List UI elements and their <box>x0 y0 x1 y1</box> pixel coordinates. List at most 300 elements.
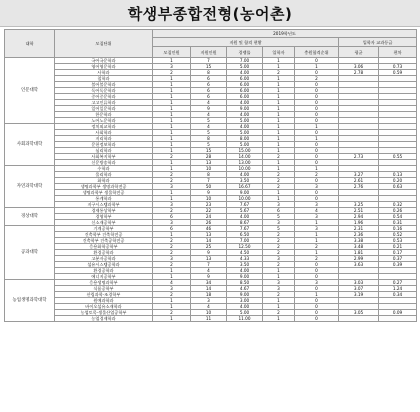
ratio-cell: 11.00 <box>227 316 263 322</box>
enrolled-cell: 6 <box>263 208 295 214</box>
waitlist-cell: 1 <box>295 232 339 238</box>
quota-cell: 1 <box>153 166 191 172</box>
average-cell: 3.27 <box>339 172 379 178</box>
deviation-cell: 0.52 <box>379 232 417 238</box>
waitlist-cell: 0 <box>295 196 339 202</box>
quota-cell: 2 <box>153 292 191 298</box>
unit-cell: 환경공학과 <box>55 250 153 256</box>
applicants-cell: 13 <box>191 160 227 166</box>
quota-cell: 6 <box>153 214 191 220</box>
enrolled-cell: 1 <box>263 166 295 172</box>
deviation-cell <box>379 316 417 322</box>
ratio-cell: 14.00 <box>227 154 263 160</box>
quota-cell: 1 <box>153 148 191 154</box>
applicants-cell: 4 <box>191 112 227 118</box>
ratio-cell: 6.00 <box>227 76 263 82</box>
dept-cell: 공과대학 <box>5 226 55 280</box>
unit-cell: 생명과학부 생명과학전공 <box>55 184 153 190</box>
unit-cell: 통계학과 <box>55 196 153 202</box>
ratio-cell: 10.00 <box>227 166 263 172</box>
applicants-cell: 14 <box>191 286 227 292</box>
admission-table-wrap <box>4 29 416 322</box>
ratio-cell: 4.50 <box>227 250 263 256</box>
ratio-cell: 13.00 <box>227 160 263 166</box>
enrolled-cell: 1 <box>263 142 295 148</box>
table-header <box>5 30 417 58</box>
unit-cell: 정치외교학과 <box>55 124 153 130</box>
enrolled-cell: 1 <box>263 268 295 274</box>
deviation-cell: 0.17 <box>379 250 417 256</box>
unit-cell: 지리학과 <box>55 136 153 142</box>
quota-cell: 3 <box>153 286 191 292</box>
quota-cell: 4 <box>153 280 191 286</box>
unit-cell: 섬유시스템공학과 <box>55 262 153 268</box>
quota-cell: 1 <box>153 58 191 64</box>
quota-cell: 1 <box>153 118 191 124</box>
quota-cell: 1 <box>153 76 191 82</box>
ratio-cell: 7.00 <box>227 238 263 244</box>
quota-cell: 2 <box>153 70 191 76</box>
enrolled-cell: 2 <box>263 154 295 160</box>
unit-cell: 고고인류학과 <box>55 100 153 106</box>
unit-cell: 신소재공학부 <box>55 220 153 226</box>
applicants-cell: 4 <box>191 304 227 310</box>
quota-cell: 1 <box>153 136 191 142</box>
average-cell: 2.61 <box>339 178 379 184</box>
waitlist-cell: 3 <box>295 184 339 190</box>
enrolled-cell: 1 <box>263 304 295 310</box>
unit-cell: 철학과 <box>55 76 153 82</box>
waitlist-cell: 1 <box>295 238 339 244</box>
average-cell: 2.73 <box>339 154 379 160</box>
deviation-cell: 0.13 <box>379 172 417 178</box>
average-cell: 2.36 <box>339 232 379 238</box>
header-col-average: 평균 <box>339 47 379 58</box>
ratio-cell: 4.00 <box>227 214 263 220</box>
quota-cell: 1 <box>153 112 191 118</box>
quota-cell: 1 <box>153 106 191 112</box>
quota-cell: 1 <box>153 268 191 274</box>
enrolled-cell: 3 <box>263 256 295 262</box>
deviation-cell: 0.09 <box>379 310 417 316</box>
unit-cell: 기계공학부 <box>55 226 153 232</box>
quota-cell: 6 <box>153 226 191 232</box>
unit-cell: 불어불문학과 <box>55 82 153 88</box>
applicants-cell: 9 <box>191 106 227 112</box>
waitlist-cell: 0 <box>295 94 339 100</box>
quota-cell: 1 <box>153 274 191 280</box>
enrolled-cell: 2 <box>263 310 295 316</box>
deviation-cell: 0.16 <box>379 226 417 232</box>
waitlist-cell: 0 <box>295 118 339 124</box>
average-cell: 3.06 <box>339 64 379 70</box>
deviation-cell: 0.55 <box>379 154 417 160</box>
applicants-cell: 5 <box>191 118 227 124</box>
enrolled-cell: 1 <box>263 118 295 124</box>
dept-cell: 사회과학대학 <box>5 124 55 166</box>
enrolled-cell: 1 <box>263 190 295 196</box>
waitlist-cell: 2 <box>295 172 339 178</box>
unit-cell: 고분자공학과 <box>55 256 153 262</box>
deviation-cell: 0.53 <box>379 238 417 244</box>
unit-cell: 사회복지학부 <box>55 154 153 160</box>
applicants-cell: 4 <box>191 100 227 106</box>
enrolled-cell: 3 <box>263 286 295 292</box>
average-cell: 2.76 <box>339 184 379 190</box>
quota-cell: 1 <box>153 190 191 196</box>
average-cell: 3.05 <box>339 310 379 316</box>
enrolled-cell: 2 <box>263 250 295 256</box>
applicants-cell: 6 <box>191 88 227 94</box>
quota-cell: 2 <box>153 250 191 256</box>
waitlist-cell: 2 <box>295 256 339 262</box>
average-cell: 3.63 <box>339 262 379 268</box>
deviation-cell: 0.63 <box>379 184 417 190</box>
deviation-cell: 0.37 <box>379 256 417 262</box>
unit-cell: 건축학부 건축공학전공 <box>55 238 153 244</box>
enrolled-cell: 1 <box>263 274 295 280</box>
header-col-deviation: 편차 <box>379 47 417 58</box>
quota-cell: 1 <box>153 298 191 304</box>
ratio-cell: 9.00 <box>227 190 263 196</box>
enrolled-cell: 1 <box>263 82 295 88</box>
quota-cell: 3 <box>153 202 191 208</box>
unit-cell: 국어국문학과 <box>55 58 153 64</box>
dept-cell: 경상대학 <box>5 208 55 226</box>
enrolled-cell: 2 <box>263 184 295 190</box>
quota-cell: 1 <box>153 130 191 136</box>
header-col-waitlist: 충원합격순위 <box>295 47 339 58</box>
quota-cell: 2 <box>153 262 191 268</box>
ratio-cell: 4.00 <box>227 124 263 130</box>
applicants-cell: 8 <box>191 70 227 76</box>
applicants-cell: 18 <box>191 292 227 298</box>
unit-cell: 생명과학부 생물학전공 <box>55 190 153 196</box>
enrolled-cell: 2 <box>263 262 295 268</box>
ratio-cell: 7.67 <box>227 226 263 232</box>
unit-cell: 신문방송학과 <box>55 160 153 166</box>
deviation-cell: 0.27 <box>379 280 417 286</box>
ratio-cell: 9.00 <box>227 106 263 112</box>
ratio-cell: 4.67 <box>227 286 263 292</box>
applicants-cell: 10 <box>191 196 227 202</box>
average-cell: 2.31 <box>339 226 379 232</box>
ratio-cell: 7.67 <box>227 202 263 208</box>
waitlist-cell: 0 <box>295 100 339 106</box>
unit-cell: 수학과 <box>55 166 153 172</box>
applicants-cell: 10 <box>191 166 227 172</box>
enrolled-cell: 2 <box>263 292 295 298</box>
ratio-cell: 8.67 <box>227 220 263 226</box>
ratio-cell: 6.50 <box>227 232 263 238</box>
applicants-cell: 9 <box>191 274 227 280</box>
enrolled-cell: 3 <box>263 202 295 208</box>
enrolled-cell: 3 <box>263 220 295 226</box>
applicants-cell: 8 <box>191 172 227 178</box>
ratio-cell: 3.50 <box>227 262 263 268</box>
enrolled-cell: 2 <box>263 232 295 238</box>
unit-cell: 심리학과 <box>55 148 153 154</box>
waitlist-cell: 3 <box>295 214 339 220</box>
unit-cell: 사회학과 <box>55 130 153 136</box>
average-cell: 3.48 <box>339 244 379 250</box>
quota-cell: 3 <box>153 220 191 226</box>
applicants-cell: 6 <box>191 76 227 82</box>
quota-cell: 2 <box>153 172 191 178</box>
ratio-cell: 4.00 <box>227 100 263 106</box>
header-group-grade: 입학자 교과등급 <box>339 38 417 47</box>
waitlist-cell: 0 <box>295 160 339 166</box>
unit-cell: 노어노문학과 <box>55 118 153 124</box>
waitlist-cell: 1 <box>295 166 339 172</box>
enrolled-cell: 1 <box>263 298 295 304</box>
enrolled-cell: 1 <box>263 76 295 82</box>
ratio-cell: 5.00 <box>227 142 263 148</box>
enrolled-cell: 1 <box>263 148 295 154</box>
unit-cell: 응용생명과학부 <box>55 280 153 286</box>
enrolled-cell: 1 <box>263 130 295 136</box>
average-cell <box>339 316 379 322</box>
waitlist-cell: 3 <box>295 280 339 286</box>
applicants-cell: 7 <box>191 262 227 268</box>
header-dept: 대학 <box>5 30 55 58</box>
ratio-cell: 5.00 <box>227 64 263 70</box>
deviation-cell: 0.20 <box>379 178 417 184</box>
page-title-bar <box>0 0 420 27</box>
ratio-cell: 4.00 <box>227 172 263 178</box>
waitlist-cell: 0 <box>295 142 339 148</box>
waitlist-cell: 3 <box>295 202 339 208</box>
ratio-cell: 4.00 <box>227 112 263 118</box>
applicants-cell: 6 <box>191 82 227 88</box>
waitlist-cell: 0 <box>295 310 339 316</box>
enrolled-cell: 1 <box>263 58 295 64</box>
unit-cell: 일어일문학과 <box>55 106 153 112</box>
waitlist-cell: 0 <box>295 106 339 112</box>
dept-cell: 인문대학 <box>5 58 55 124</box>
unit-cell: 식품공학부 <box>55 286 153 292</box>
waitlist-cell: 1 <box>295 64 339 70</box>
quota-cell: 1 <box>153 160 191 166</box>
quota-cell: 2 <box>153 238 191 244</box>
table-body <box>5 58 417 322</box>
applicants-cell: 24 <box>191 214 227 220</box>
enrolled-cell: 1 <box>263 88 295 94</box>
quota-cell: 1 <box>153 196 191 202</box>
waitlist-cell: 0 <box>295 112 339 118</box>
unit-cell: 물리학과 <box>55 172 153 178</box>
ratio-cell: 5.00 <box>227 118 263 124</box>
unit-cell: 사학과 <box>55 70 153 76</box>
waitlist-cell: 0 <box>295 190 339 196</box>
applicants-cell: 22 <box>191 208 227 214</box>
applicants-cell: 15 <box>191 64 227 70</box>
unit-cell: 응용화학공학부 <box>55 244 153 250</box>
quota-cell: 1 <box>153 100 191 106</box>
applicants-cell: 4 <box>191 268 227 274</box>
waitlist-cell: 0 <box>295 70 339 76</box>
waitlist-cell: 1 <box>295 220 339 226</box>
ratio-cell: 3.50 <box>227 178 263 184</box>
average-cell: 1.96 <box>339 220 379 226</box>
header-col-applicants: 지원인원 <box>191 47 227 58</box>
average-cell: 3.07 <box>339 286 379 292</box>
unit-cell: 농업경제학과 <box>55 316 153 322</box>
applicants-cell: 9 <box>191 250 227 256</box>
unit-cell: 지구시스템과학부 <box>55 202 153 208</box>
waitlist-cell: 0 <box>295 130 339 136</box>
enrolled-cell: 1 <box>263 160 295 166</box>
enrolled-cell: 2 <box>263 70 295 76</box>
waitlist-cell: 0 <box>295 316 339 322</box>
average-cell: 2.51 <box>339 208 379 214</box>
waitlist-cell: 1 <box>295 250 339 256</box>
applicants-cell: 11 <box>191 316 227 322</box>
header-group-support: 지원 및 합격 현황 <box>153 38 339 47</box>
average-cell: 1.81 <box>339 250 379 256</box>
applicants-cell: 46 <box>191 226 227 232</box>
enrolled-cell: 2 <box>263 244 295 250</box>
ratio-cell: 12.50 <box>227 244 263 250</box>
quota-cell: 2 <box>153 178 191 184</box>
enrolled-cell: 2 <box>263 238 295 244</box>
ratio-cell: 16.67 <box>227 184 263 190</box>
quota-cell: 2 <box>153 244 191 250</box>
average-cell: 3.25 <box>339 202 379 208</box>
applicants-cell: 34 <box>191 280 227 286</box>
waitlist-cell: 4 <box>295 208 339 214</box>
quota-cell: 3 <box>153 64 191 70</box>
ratio-cell: 6.00 <box>227 82 263 88</box>
waitlist-cell: 0 <box>295 286 339 292</box>
applicants-cell: 6 <box>191 94 227 100</box>
enrolled-cell: 5 <box>263 226 295 232</box>
enrolled-cell: 1 <box>263 124 295 130</box>
quota-cell: 1 <box>153 88 191 94</box>
enrolled-cell: 1 <box>263 94 295 100</box>
unit-cell: 독어독문학과 <box>55 88 153 94</box>
unit-cell: 한문학과 <box>55 112 153 118</box>
waitlist-cell: 0 <box>295 82 339 88</box>
ratio-cell: 8.00 <box>227 136 263 142</box>
enrolled-cell: 1 <box>263 196 295 202</box>
enrolled-cell: 2 <box>263 178 295 184</box>
applicants-cell: 7 <box>191 58 227 64</box>
enrolled-cell: 1 <box>263 136 295 142</box>
applicants-cell: 4 <box>191 124 227 130</box>
ratio-cell: 10.00 <box>227 196 263 202</box>
waitlist-cell: 1 <box>295 292 339 298</box>
average-cell: 3.19 <box>339 292 379 298</box>
waitlist-cell: 0 <box>295 178 339 184</box>
enrolled-cell: 2 <box>263 172 295 178</box>
ratio-cell: 5.00 <box>227 130 263 136</box>
unit-cell: 에너지공학부 <box>55 274 153 280</box>
quota-cell: 1 <box>153 142 191 148</box>
applicants-cell: 10 <box>191 310 227 316</box>
average-cell: 2.78 <box>339 70 379 76</box>
waitlist-cell: 2 <box>295 244 339 250</box>
waitlist-cell: 0 <box>295 262 339 268</box>
applicants-cell: 23 <box>191 202 227 208</box>
waitlist-cell: 1 <box>295 124 339 130</box>
applicants-cell: 5 <box>191 130 227 136</box>
ratio-cell: 4.00 <box>227 70 263 76</box>
unit-cell: 영어영문학과 <box>55 64 153 70</box>
unit-cell: 건축학부 건축학전공 <box>55 232 153 238</box>
waitlist-cell: 1 <box>295 136 339 142</box>
deviation-cell: 0.31 <box>379 220 417 226</box>
deviation-cell: 0.54 <box>379 214 417 220</box>
table-row <box>5 316 417 322</box>
ratio-cell: 7.00 <box>227 58 263 64</box>
ratio-cell: 9.00 <box>227 292 263 298</box>
applicants-cell: 25 <box>191 244 227 250</box>
page-title: 학생부종합전형(농어촌) <box>127 4 293 23</box>
applicants-cell: 14 <box>191 238 227 244</box>
enrolled-cell: 1 <box>263 112 295 118</box>
waitlist-cell: 0 <box>295 268 339 274</box>
deviation-cell: 0.26 <box>379 208 417 214</box>
quota-cell: 2 <box>153 154 191 160</box>
applicants-cell: 15 <box>191 148 227 154</box>
average-cell: 2.94 <box>339 214 379 220</box>
quota-cell: 3 <box>153 184 191 190</box>
waitlist-cell: 3 <box>295 226 339 232</box>
unit-cell: 산림과학·조경학부 <box>55 292 153 298</box>
admission-table <box>4 29 417 322</box>
unit-cell: 문헌정보학과 <box>55 142 153 148</box>
deviation-cell: 0.32 <box>379 202 417 208</box>
deviation-cell: 0.21 <box>379 244 417 250</box>
unit-cell: 중어중문학과 <box>55 94 153 100</box>
header-col-ratio: 경쟁률 <box>227 47 263 58</box>
waitlist-cell: 0 <box>295 58 339 64</box>
dept-cell: 자연과학대학 <box>5 166 55 208</box>
ratio-cell: 6.00 <box>227 94 263 100</box>
waitlist-cell: 0 <box>295 88 339 94</box>
applicants-cell: 9 <box>191 190 227 196</box>
waitlist-cell: 0 <box>295 148 339 154</box>
applicants-cell: 28 <box>191 154 227 160</box>
ratio-cell: 5.67 <box>227 208 263 214</box>
ratio-cell: 6.00 <box>227 88 263 94</box>
enrolled-cell: 3 <box>263 280 295 286</box>
ratio-cell: 8.50 <box>227 280 263 286</box>
applicants-cell: 13 <box>191 232 227 238</box>
quota-cell: 1 <box>153 304 191 310</box>
dept-cell: 농업생명과학대학 <box>5 280 55 322</box>
deviation-cell: 0.59 <box>379 70 417 76</box>
ratio-cell: 15.00 <box>227 148 263 154</box>
average-cell: 3.03 <box>339 280 379 286</box>
applicants-cell: 13 <box>191 256 227 262</box>
quota-cell: 1 <box>153 94 191 100</box>
waitlist-cell: 0 <box>295 304 339 310</box>
enrolled-cell: 1 <box>263 64 295 70</box>
average-cell: 2.99 <box>339 256 379 262</box>
quota-cell: 3 <box>153 256 191 262</box>
unit-cell: 경영학부 <box>55 214 153 220</box>
waitlist-cell: 0 <box>295 274 339 280</box>
unit-cell: 경제통상학부 <box>55 208 153 214</box>
deviation-cell: 0.73 <box>379 64 417 70</box>
deviation-cell: 0.39 <box>379 262 417 268</box>
unit-cell: 화학과 <box>55 178 153 184</box>
quota-cell: 1 <box>153 232 191 238</box>
waitlist-cell: 0 <box>295 298 339 304</box>
enrolled-cell: 1 <box>263 100 295 106</box>
